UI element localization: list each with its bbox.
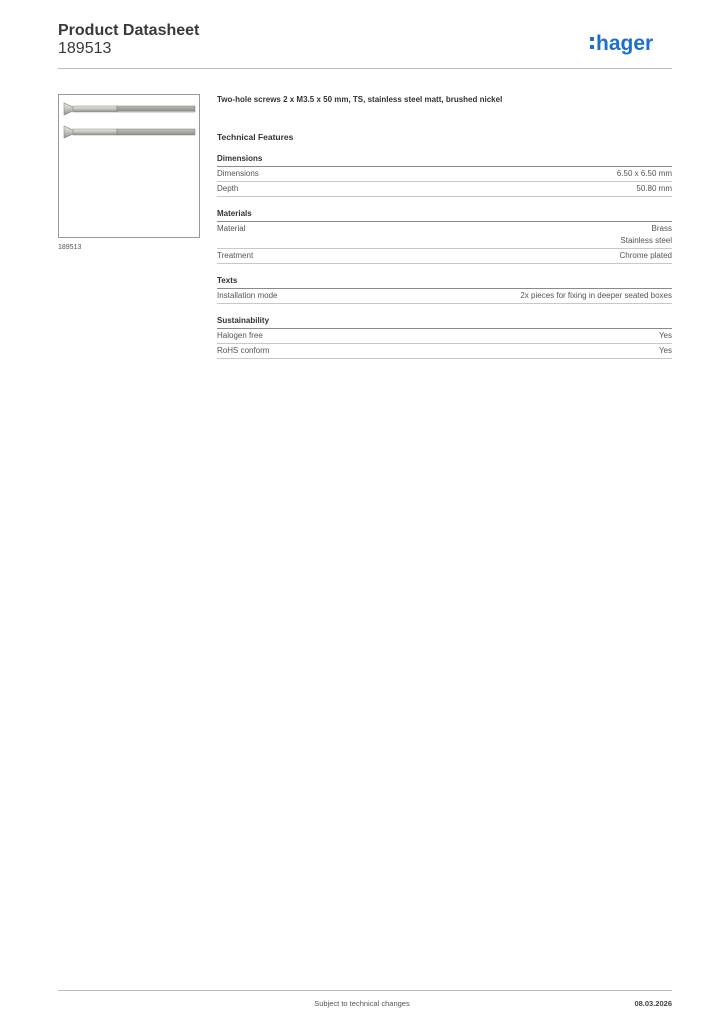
section-title: Sustainability	[217, 314, 672, 329]
footer-divider	[58, 990, 672, 991]
spec-label: RoHS conform	[217, 346, 270, 355]
section-texts	[217, 274, 672, 304]
product-image-frame	[58, 94, 200, 238]
spec-value: Brass	[651, 224, 672, 233]
hager-logo	[590, 26, 672, 60]
section-materials	[217, 207, 672, 264]
image-caption: 189513	[58, 244, 82, 251]
spec-value: Chrome plated	[619, 251, 672, 260]
spec-value: 50.80 mm	[636, 184, 672, 193]
spec-row	[217, 249, 672, 264]
spec-label: Depth	[217, 184, 239, 193]
section-title: Dimensions	[217, 152, 672, 167]
spec-value: 6.50 x 6.50 mm	[616, 169, 672, 178]
screw-pair-image	[59, 95, 199, 237]
spec-value: Yes	[658, 331, 672, 340]
footer-note: Subject to technical changes	[314, 999, 410, 1008]
spec-value: 2x pieces for fixing in deeper seated boxes	[520, 291, 672, 300]
spec-row	[217, 289, 672, 304]
header-divider	[58, 68, 672, 69]
spec-label: Halogen free	[217, 331, 263, 340]
spec-row	[217, 167, 672, 182]
document-title: Product Datasheet	[58, 22, 200, 39]
spec-row	[217, 222, 672, 249]
spec-label: Installation mode	[217, 291, 278, 300]
section-title: Materials	[217, 207, 672, 222]
section-dimensions	[217, 152, 672, 197]
footer-date: 08.03.2026	[634, 999, 672, 1008]
section-title: Texts	[217, 274, 672, 289]
spec-label: Material	[217, 224, 246, 233]
logo-text: hager	[596, 32, 654, 55]
product-description: Two-hole screws 2 x M3.5 x 50 mm, TS, stainless steel matt, brushed nickel	[217, 95, 503, 104]
screw-bottom	[64, 126, 195, 138]
page-header	[58, 22, 672, 68]
technical-features-title: Technical Features	[217, 132, 294, 142]
spec-row	[217, 344, 672, 359]
spec-row	[217, 329, 672, 344]
spec-label: Treatment	[217, 251, 254, 260]
spec-label: Dimensions	[217, 169, 259, 178]
product-content	[217, 94, 672, 359]
document-number: 189513	[58, 40, 112, 57]
section-sustainability	[217, 314, 672, 359]
spec-value: Yes	[658, 346, 672, 355]
spec-value: Stainless steel	[620, 236, 672, 245]
screw-top	[64, 103, 195, 115]
spec-row	[217, 182, 672, 197]
